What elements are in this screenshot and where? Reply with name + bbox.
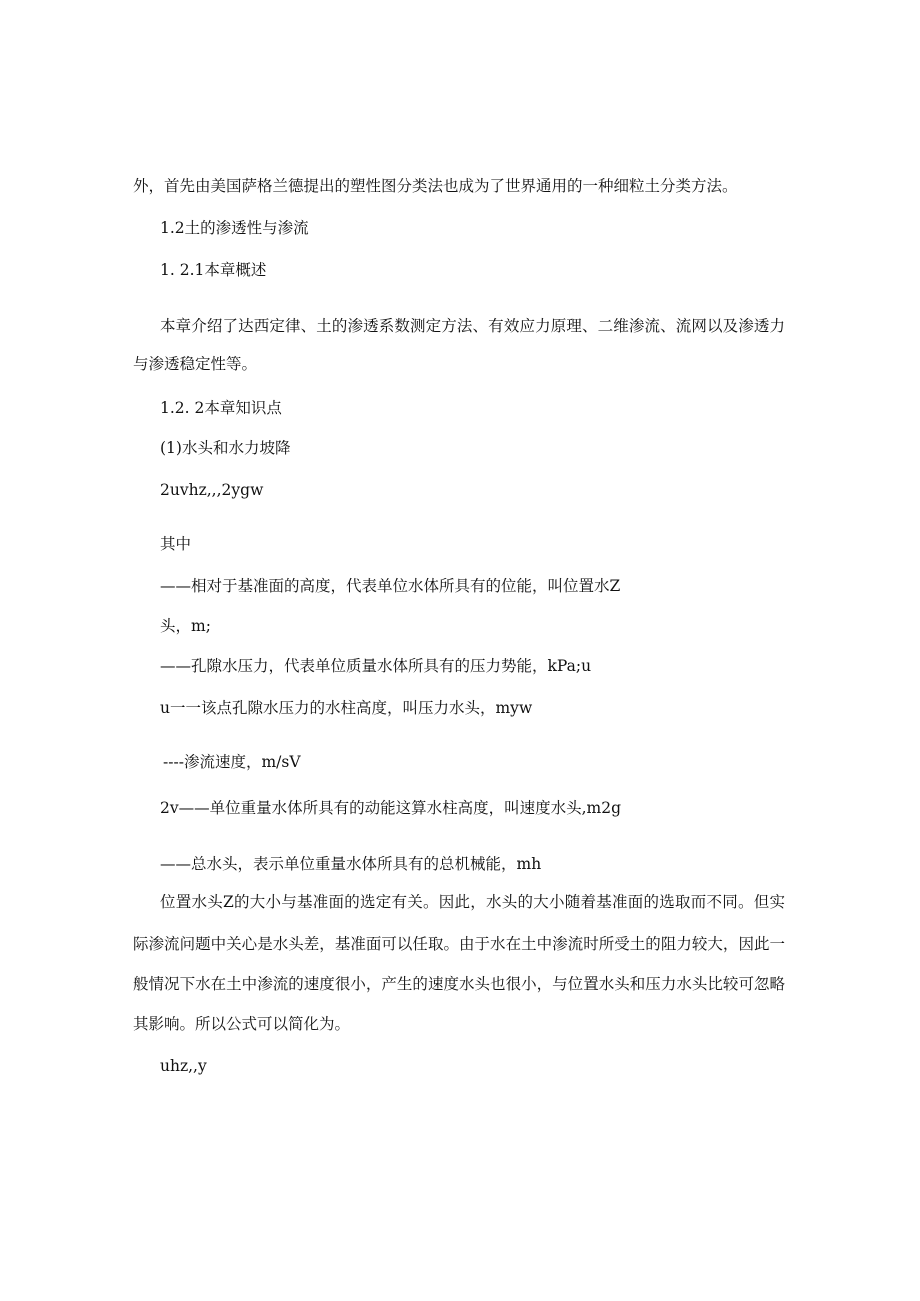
paragraph2-line-3: 般情况下水在土中渗流的速度很小，产生的速度水头也很小，与位置水头和压力水头比较可忽略 bbox=[133, 975, 785, 993]
definition-pore-pressure: ——孔隙水压力，代表单位质量水体所具有的压力势能，kPa;u bbox=[160, 657, 592, 675]
definition-total-head: ——总水头，表示单位重量水体所具有的总机械能，mh bbox=[160, 855, 542, 873]
definition-seepage-velocity: ----渗流速度，m/sV bbox=[163, 753, 301, 771]
paragraph-line-1: 本章介绍了达西定律、土的渗透系数测定方法、有效应力原理、二维渗流、流网以及渗透力 bbox=[160, 317, 785, 335]
definition-pressure-head: u一一该点孔隙水压力的水柱高度，叫压力水头，myw bbox=[160, 699, 533, 717]
definition-position-head-cont: 头，m; bbox=[160, 617, 211, 635]
paragraph2-line-2: 际渗流问题中关心是水头差，基准面可以任取。由于水在土中渗流时所受土的阻力较大，因此一 bbox=[133, 935, 785, 953]
definition-velocity-head: 2v——单位重量水体所具有的动能这算水柱高度，叫速度水头,m2g bbox=[160, 799, 622, 817]
subsection-heading-knowledge: 1.2. 2本章知识点 bbox=[160, 399, 282, 417]
section-heading-1-2: 1.2土的渗透性与渗流 bbox=[160, 219, 309, 237]
paragraph2-line-4: 其影响。所以公式可以简化为。 bbox=[133, 1015, 351, 1033]
text-line-1: 外，首先由美国萨格兰德提出的塑性图分类法也成为了世界通用的一种细粒土分类方法。 bbox=[133, 177, 738, 195]
paragraph2-line-1: 位置水头Z的大小与基准面的选定有关。因此，水头的大小随着基准面的选取而不同。但实 bbox=[160, 893, 785, 911]
subsection-heading-overview: 1. 2.1本章概述 bbox=[160, 261, 267, 279]
formula-line-2: uhz,,y bbox=[160, 1057, 207, 1075]
definition-position-head: ——相对于基准面的高度，代表单位水体所具有的位能，叫位置水Z bbox=[160, 577, 621, 595]
item-heading-head-gradient: (1)水头和水力坡降 bbox=[160, 439, 291, 457]
text-where: 其中 bbox=[160, 535, 192, 553]
paragraph-line-2: 与渗透稳定性等。 bbox=[133, 355, 258, 373]
formula-line-1: 2uvhz,,,2ygw bbox=[160, 481, 264, 499]
